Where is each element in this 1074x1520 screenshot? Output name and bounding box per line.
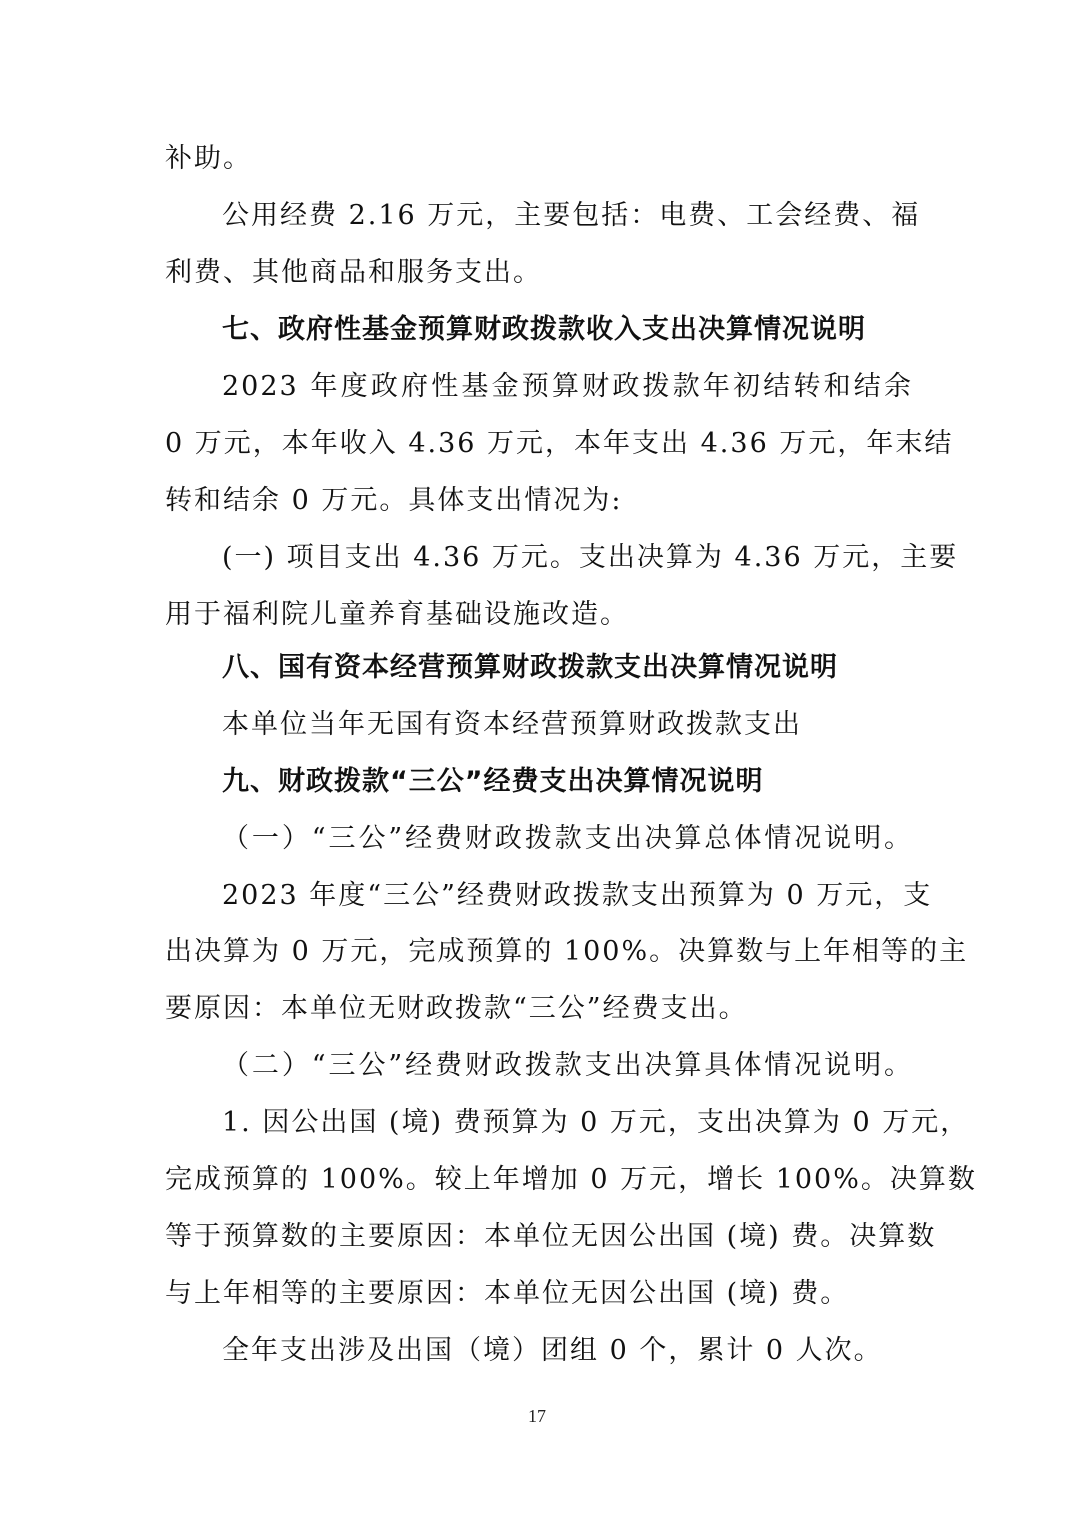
text-line: 用于福利院儿童养育基础设施改造。: [165, 599, 629, 630]
text-line: 公用经费 2.16 万元，主要包括：电费、工会经费、福: [222, 200, 921, 231]
text-line: 1. 因公出国 (境) 费预算为 0 万元，支出决算为 0 万元，: [222, 1107, 970, 1138]
text-line: 出决算为 0 万元，完成预算的 100%。决算数与上年相等的主: [165, 936, 969, 967]
text-line: 与上年相等的主要原因：本单位无因公出国 (境) 费。: [165, 1278, 850, 1309]
text-line: 2023 年度“三公”经费财政拨款支出预算为 0 万元，支: [222, 880, 933, 911]
section-heading-8: 八、国有资本经营预算财政拨款支出决算情况说明: [222, 652, 838, 683]
page-number: 17: [528, 1406, 546, 1426]
text-line: 完成预算的 100%。较上年增加 0 万元，增长 100%。决算数: [165, 1164, 977, 1195]
text-line: 利费、其他商品和服务支出。: [165, 257, 542, 288]
subsection-heading: （二）“三公”经费财政拨款支出决算具体情况说明。: [222, 1050, 913, 1081]
text-line: 要原因：本单位无财政拨款“三公”经费支出。: [165, 993, 748, 1024]
text-line: 补助。: [165, 143, 252, 174]
section-heading-9: 九、财政拨款“三公”经费支出决算情况说明: [222, 766, 764, 797]
text-line: 等于预算数的主要原因：本单位无因公出国 (境) 费。决算数: [165, 1221, 937, 1252]
text-line: 转和结余 0 万元。具体支出情况为:: [165, 485, 623, 516]
text-line: 2023 年度政府性基金预算财政拨款年初结转和结余: [222, 371, 913, 402]
text-line: (一) 项目支出 4.36 万元。支出决算为 4.36 万元，主要: [222, 542, 959, 573]
text-line: 全年支出涉及出国（境）团组 0 个，累计 0 人次。: [222, 1335, 883, 1366]
section-heading-7: 七、政府性基金预算财政拨款收入支出决算情况说明: [222, 314, 866, 345]
text-line: 本单位当年无国有资本经营预算财政拨款支出: [222, 709, 802, 740]
subsection-heading: （一）“三公”经费财政拨款支出决算总体情况说明。: [222, 823, 913, 854]
text-line: 0 万元，本年收入 4.36 万元，本年支出 4.36 万元，年末结: [165, 428, 954, 459]
